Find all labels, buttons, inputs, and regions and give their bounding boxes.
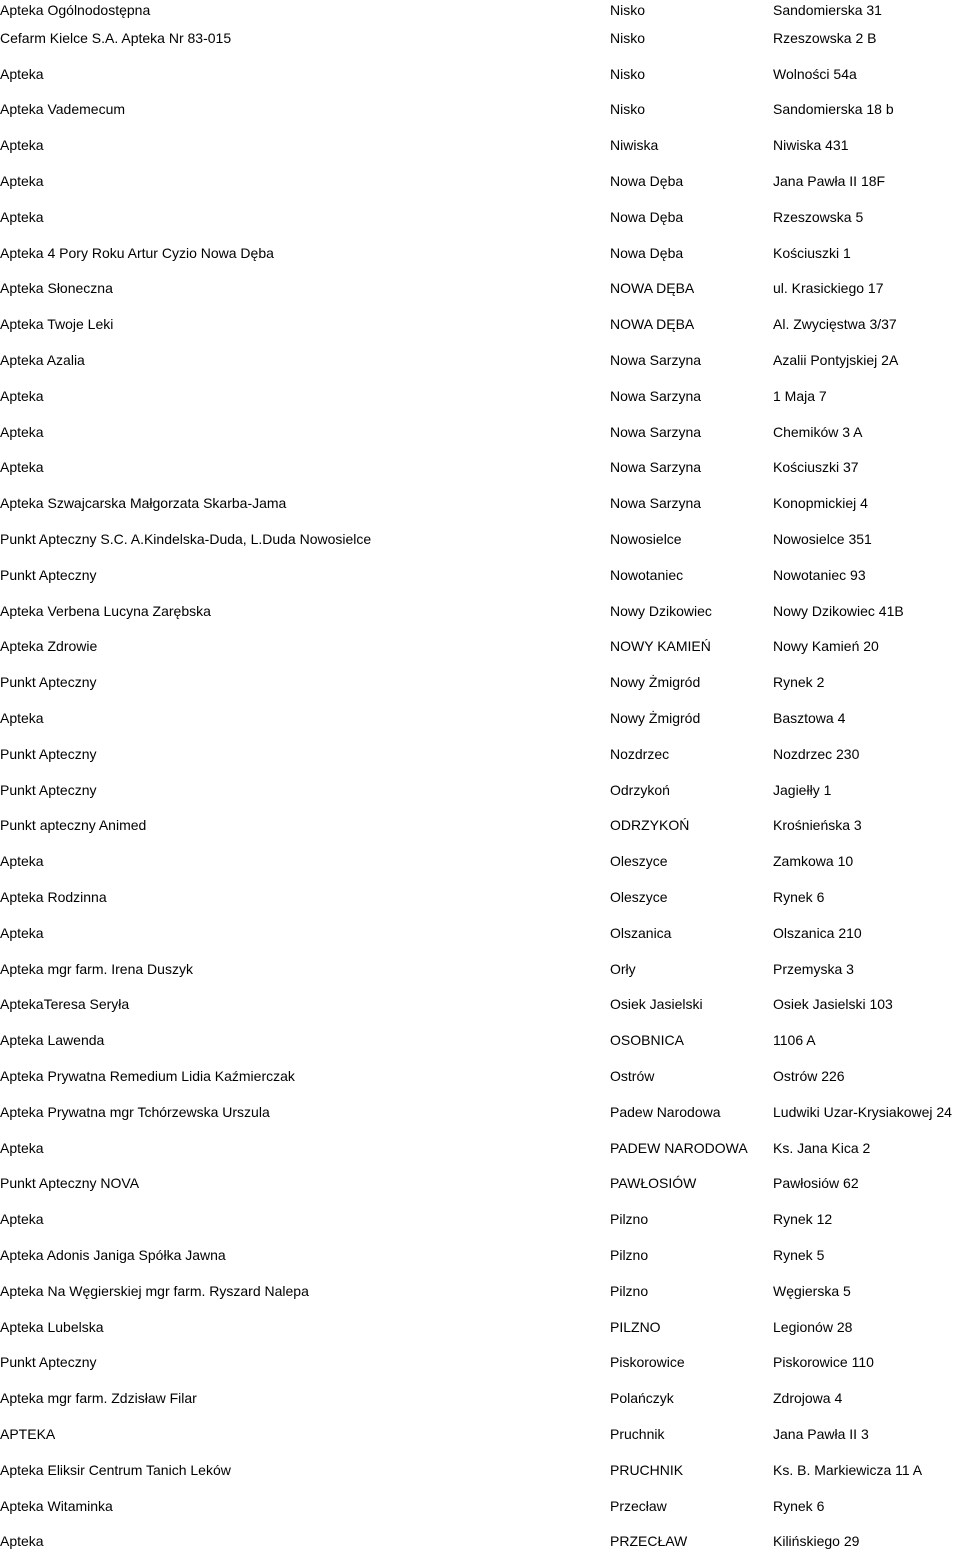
pharmacy-name-cell: Punkt Apteczny NOVA	[0, 1175, 140, 1192]
city-cell: Pilzno	[610, 1282, 649, 1299]
address-cell: Konopmickiej 4	[773, 495, 868, 512]
address-cell: Basztowa 4	[773, 710, 846, 727]
pharmacy-name-cell: Apteka Lubelska	[0, 1318, 104, 1335]
address-cell: Sandomierska 18 b	[773, 101, 894, 118]
pharmacy-name-cell: Apteka Lawenda	[0, 1032, 105, 1049]
city-cell: NOWA DĘBA	[610, 316, 695, 333]
address-cell: Ostrów 226	[773, 1068, 845, 1084]
table-row	[0, 199, 960, 235]
pharmacy-name-cell: Apteka Na Węgierskiej mgr farm. Ryszard Nalepa	[0, 1282, 309, 1299]
city-cell: Nowotaniec	[610, 566, 684, 583]
city-cell: Nowosielce	[610, 531, 682, 548]
city-cell: Nowa Dęba	[610, 244, 684, 261]
city-cell: Oleszyce	[610, 853, 668, 870]
address-cell: Nowosielce 351	[773, 531, 872, 548]
address-cell: Jana Pawła II 3	[773, 1425, 869, 1442]
city-cell: NOWY KAMIEŃ	[610, 638, 711, 655]
city-cell: Ostrów	[610, 1068, 655, 1084]
city-cell: Pilzno	[610, 1211, 649, 1228]
pharmacy-name-cell: Apteka Zdrowie	[0, 638, 98, 655]
address-cell: Jana Pawła II 18F	[773, 173, 886, 190]
address-cell: Piskorowice 110	[773, 1354, 874, 1371]
pharmacy-name-cell: Apteka	[0, 710, 44, 727]
city-cell: Nowy Żmigród	[610, 674, 701, 691]
table-row	[0, 1166, 960, 1202]
address-cell: Azalii Pontyjskiej 2A	[773, 352, 899, 369]
address-cell: Kościuszki 1	[773, 244, 851, 261]
address-cell: Rynek 5	[773, 1246, 825, 1263]
pharmacy-name-cell: Apteka Prywatna Remedium Lidia Kaźmierczak	[0, 1068, 295, 1084]
table-row	[0, 1130, 960, 1166]
pharmacy-name-cell: Apteka Ogólnodostępna	[0, 2, 151, 18]
pharmacy-name-cell: Apteka Słoneczna	[0, 280, 113, 297]
pharmacy-name-cell: Apteka mgr farm. Zdzisław Filar	[0, 1390, 197, 1407]
address-cell: Chemików 3 A	[773, 423, 863, 440]
city-cell: Nowa Sarzyna	[610, 352, 702, 369]
pharmacy-name-cell: Apteka	[0, 853, 44, 870]
pharmacy-name-cell: Apteka Witaminka	[0, 1497, 113, 1514]
city-cell: Nisko	[610, 101, 646, 118]
table-row	[0, 271, 960, 307]
address-cell: 1 Maja 7	[773, 387, 827, 404]
pharmacy-name-cell: Apteka Prywatna mgr Tchórzewska Urszula	[0, 1103, 270, 1120]
table-row	[0, 1523, 960, 1559]
table-row	[0, 808, 960, 844]
address-cell: Rynek 12	[773, 1211, 833, 1228]
city-cell: Nisko	[610, 29, 646, 46]
pharmacy-name-cell: Apteka Verbena Lucyna Zarębska	[0, 602, 211, 619]
table-row	[0, 92, 960, 128]
pharmacy-name-cell: Apteka	[0, 1139, 44, 1156]
pharmacy-name-cell: Apteka Adonis Janiga Spółka Jawna	[0, 1246, 226, 1263]
city-cell: Piskorowice	[610, 1354, 685, 1371]
city-cell: PILZNO	[610, 1318, 661, 1335]
table-row	[0, 593, 960, 629]
table-row	[0, 1058, 960, 1094]
city-cell: Polańczyk	[610, 1390, 674, 1407]
city-cell: Nowy Dzikowiec	[610, 602, 712, 619]
city-cell: Przecław	[610, 1497, 667, 1514]
pharmacy-name-cell: Apteka	[0, 137, 44, 154]
city-cell: PRUCHNIK	[610, 1461, 684, 1478]
table-row	[0, 915, 960, 951]
city-cell: Nowa Sarzyna	[610, 495, 702, 512]
city-cell: Nisko	[610, 65, 646, 82]
table-row	[0, 1201, 960, 1237]
table-row	[0, 521, 960, 557]
address-cell: Wolności 54a	[773, 65, 857, 82]
pharmacy-name-cell: Apteka Eliksir Centrum Tanich Leków	[0, 1461, 231, 1478]
address-cell: Zdrojowa 4	[773, 1390, 843, 1407]
city-cell: Nisko	[610, 2, 646, 18]
table-row	[0, 1488, 960, 1524]
address-cell: Nozdrzec 230	[773, 745, 860, 762]
table-row	[0, 1237, 960, 1273]
pharmacy-name-cell: Punkt Apteczny	[0, 1354, 97, 1371]
address-cell: Krośnieńska 3	[773, 817, 862, 834]
address-cell: Nowotaniec 93	[773, 566, 866, 583]
pharmacy-name-cell: Apteka	[0, 387, 44, 404]
table-row	[0, 1273, 960, 1309]
table-row	[0, 1344, 960, 1380]
table-row	[0, 1309, 960, 1345]
city-cell: Nowa Dęba	[610, 173, 684, 190]
address-cell: Nowy Dzikowiec 41B	[773, 602, 904, 619]
table-row	[0, 987, 960, 1023]
table-row	[0, 342, 960, 378]
address-cell: ul. Krasickiego 17	[773, 280, 884, 297]
table-row	[0, 485, 960, 521]
pharmacy-name-cell: Punkt Apteczny	[0, 781, 97, 798]
pharmacy-name-cell: Punkt Apteczny	[0, 566, 97, 583]
table-row	[0, 127, 960, 163]
pharmacy-name-cell: Apteka 4 Pory Roku Artur Cyzio Nowa Dęba	[0, 244, 274, 261]
table-row	[0, 951, 960, 987]
pharmacy-name-cell: Cefarm Kielce S.A. Apteka Nr 83-015	[0, 29, 232, 46]
address-cell: Zamkowa 10	[773, 853, 854, 870]
table-row	[0, 843, 960, 879]
city-cell: Oleszyce	[610, 889, 668, 906]
table-row	[0, 1380, 960, 1416]
city-cell: Pruchnik	[610, 1425, 665, 1442]
table-row	[0, 1416, 960, 1452]
address-cell: Ks. Jana Kica 2	[773, 1139, 871, 1156]
city-cell: Odrzykoń	[610, 781, 670, 798]
city-cell: Nowa Dęba	[610, 208, 684, 225]
address-cell: Pawłosiów 62	[773, 1175, 859, 1192]
address-cell: Węgierska 5	[773, 1282, 851, 1299]
address-cell: Rzeszowska 2 B	[773, 29, 877, 46]
table-row	[0, 1022, 960, 1058]
address-cell: Sandomierska 31	[773, 2, 882, 18]
address-cell: Ludwiki Uzar-Krysiakowej 24	[773, 1103, 952, 1120]
address-cell: Osiek Jasielski 103	[773, 996, 893, 1013]
pharmacy-name-cell: Apteka Vademecum	[0, 101, 126, 118]
pharmacy-name-cell: Apteka	[0, 65, 44, 82]
city-cell: Orły	[610, 960, 636, 977]
pharmacy-name-cell: Punkt Apteczny	[0, 745, 97, 762]
city-cell: OSOBNICA	[610, 1032, 684, 1049]
table-row	[0, 1452, 960, 1488]
pharmacy-name-cell: Apteka	[0, 1211, 44, 1228]
pharmacy-name-cell: APTEKA	[0, 1425, 56, 1442]
pharmacy-name-cell: Apteka	[0, 924, 44, 941]
address-cell: Al. Zwycięstwa 3/37	[773, 316, 897, 333]
table-row	[0, 772, 960, 808]
city-cell: PRZECŁAW	[610, 1533, 688, 1550]
city-cell: Padew Narodowa	[610, 1103, 721, 1120]
address-cell: Legionów 28	[773, 1318, 853, 1335]
table-row	[0, 629, 960, 665]
address-cell: Niwiska 431	[773, 137, 849, 154]
table-row	[0, 700, 960, 736]
table-row	[0, 306, 960, 342]
pharmacy-name-cell: Apteka	[0, 173, 44, 190]
pharmacy-name-cell: Apteka Twoje Leki	[0, 316, 114, 333]
city-cell: NOWA DĘBA	[610, 280, 695, 297]
pharmacy-name-cell: Apteka Azalia	[0, 352, 85, 369]
pharmacy-name-cell: Apteka mgr farm. Irena Duszyk	[0, 960, 193, 977]
address-cell: Rzeszowska 5	[773, 208, 864, 225]
city-cell: PAWŁOSIÓW	[610, 1175, 697, 1192]
pharmacy-name-cell: Apteka	[0, 1533, 44, 1550]
table-row	[0, 163, 960, 199]
city-cell: Osiek Jasielski	[610, 996, 703, 1013]
address-cell: Jagiełły 1	[773, 781, 832, 798]
pharmacy-name-cell: Punkt apteczny Animed	[0, 817, 147, 834]
address-cell: Kościuszki 37	[773, 459, 859, 476]
table-row	[0, 879, 960, 915]
table-row	[0, 664, 960, 700]
address-cell: Kilińskiego 29	[773, 1533, 860, 1550]
city-cell: Nozdrzec	[610, 745, 670, 762]
city-cell: Niwiska	[610, 137, 659, 154]
city-cell: Nowa Sarzyna	[610, 423, 702, 440]
city-cell: Nowa Sarzyna	[610, 387, 702, 404]
table-row	[0, 736, 960, 772]
address-cell: Nowy Kamień 20	[773, 638, 879, 655]
city-cell: Nowa Sarzyna	[610, 459, 702, 476]
table-row	[0, 557, 960, 593]
table-row	[0, 20, 960, 56]
address-cell: Rynek 6	[773, 889, 825, 906]
table-row	[0, 414, 960, 450]
table-row	[0, 0, 960, 20]
pharmacy-name-cell: Apteka Rodzinna	[0, 889, 107, 906]
pharmacy-name-cell: Apteka	[0, 208, 44, 225]
address-cell: Olszanica 210	[773, 924, 862, 941]
pharmacy-name-cell: Apteka	[0, 423, 44, 440]
city-cell: PADEW NARODOWA	[610, 1139, 748, 1156]
table-row	[0, 378, 960, 414]
table-row	[0, 1094, 960, 1130]
table-row	[0, 235, 960, 271]
table-row	[0, 56, 960, 92]
table-row	[0, 450, 960, 486]
pharmacy-name-cell: Apteka	[0, 459, 44, 476]
city-cell: Pilzno	[610, 1246, 649, 1263]
address-cell: Rynek 2	[773, 674, 825, 691]
city-cell: ODRZYKOŃ	[610, 817, 690, 834]
pharmacy-name-cell: Punkt Apteczny	[0, 674, 97, 691]
address-cell: 1106 A	[773, 1032, 816, 1049]
city-cell: Nowy Żmigród	[610, 710, 701, 727]
pharmacy-name-cell: Punkt Apteczny S.C. A.Kindelska-Duda, L.Duda Nowosielce	[0, 531, 372, 548]
pharmacy-name-cell: AptekaTeresa Seryła	[0, 996, 130, 1013]
pharmacy-name-cell: Apteka Szwajcarska Małgorzata Skarba-Jama	[0, 495, 287, 512]
city-cell: Olszanica	[610, 924, 672, 941]
address-cell: Przemyska 3	[773, 960, 854, 977]
address-cell: Rynek 6	[773, 1497, 825, 1514]
address-cell: Ks. B. Markiewicza 11 A	[773, 1461, 923, 1478]
